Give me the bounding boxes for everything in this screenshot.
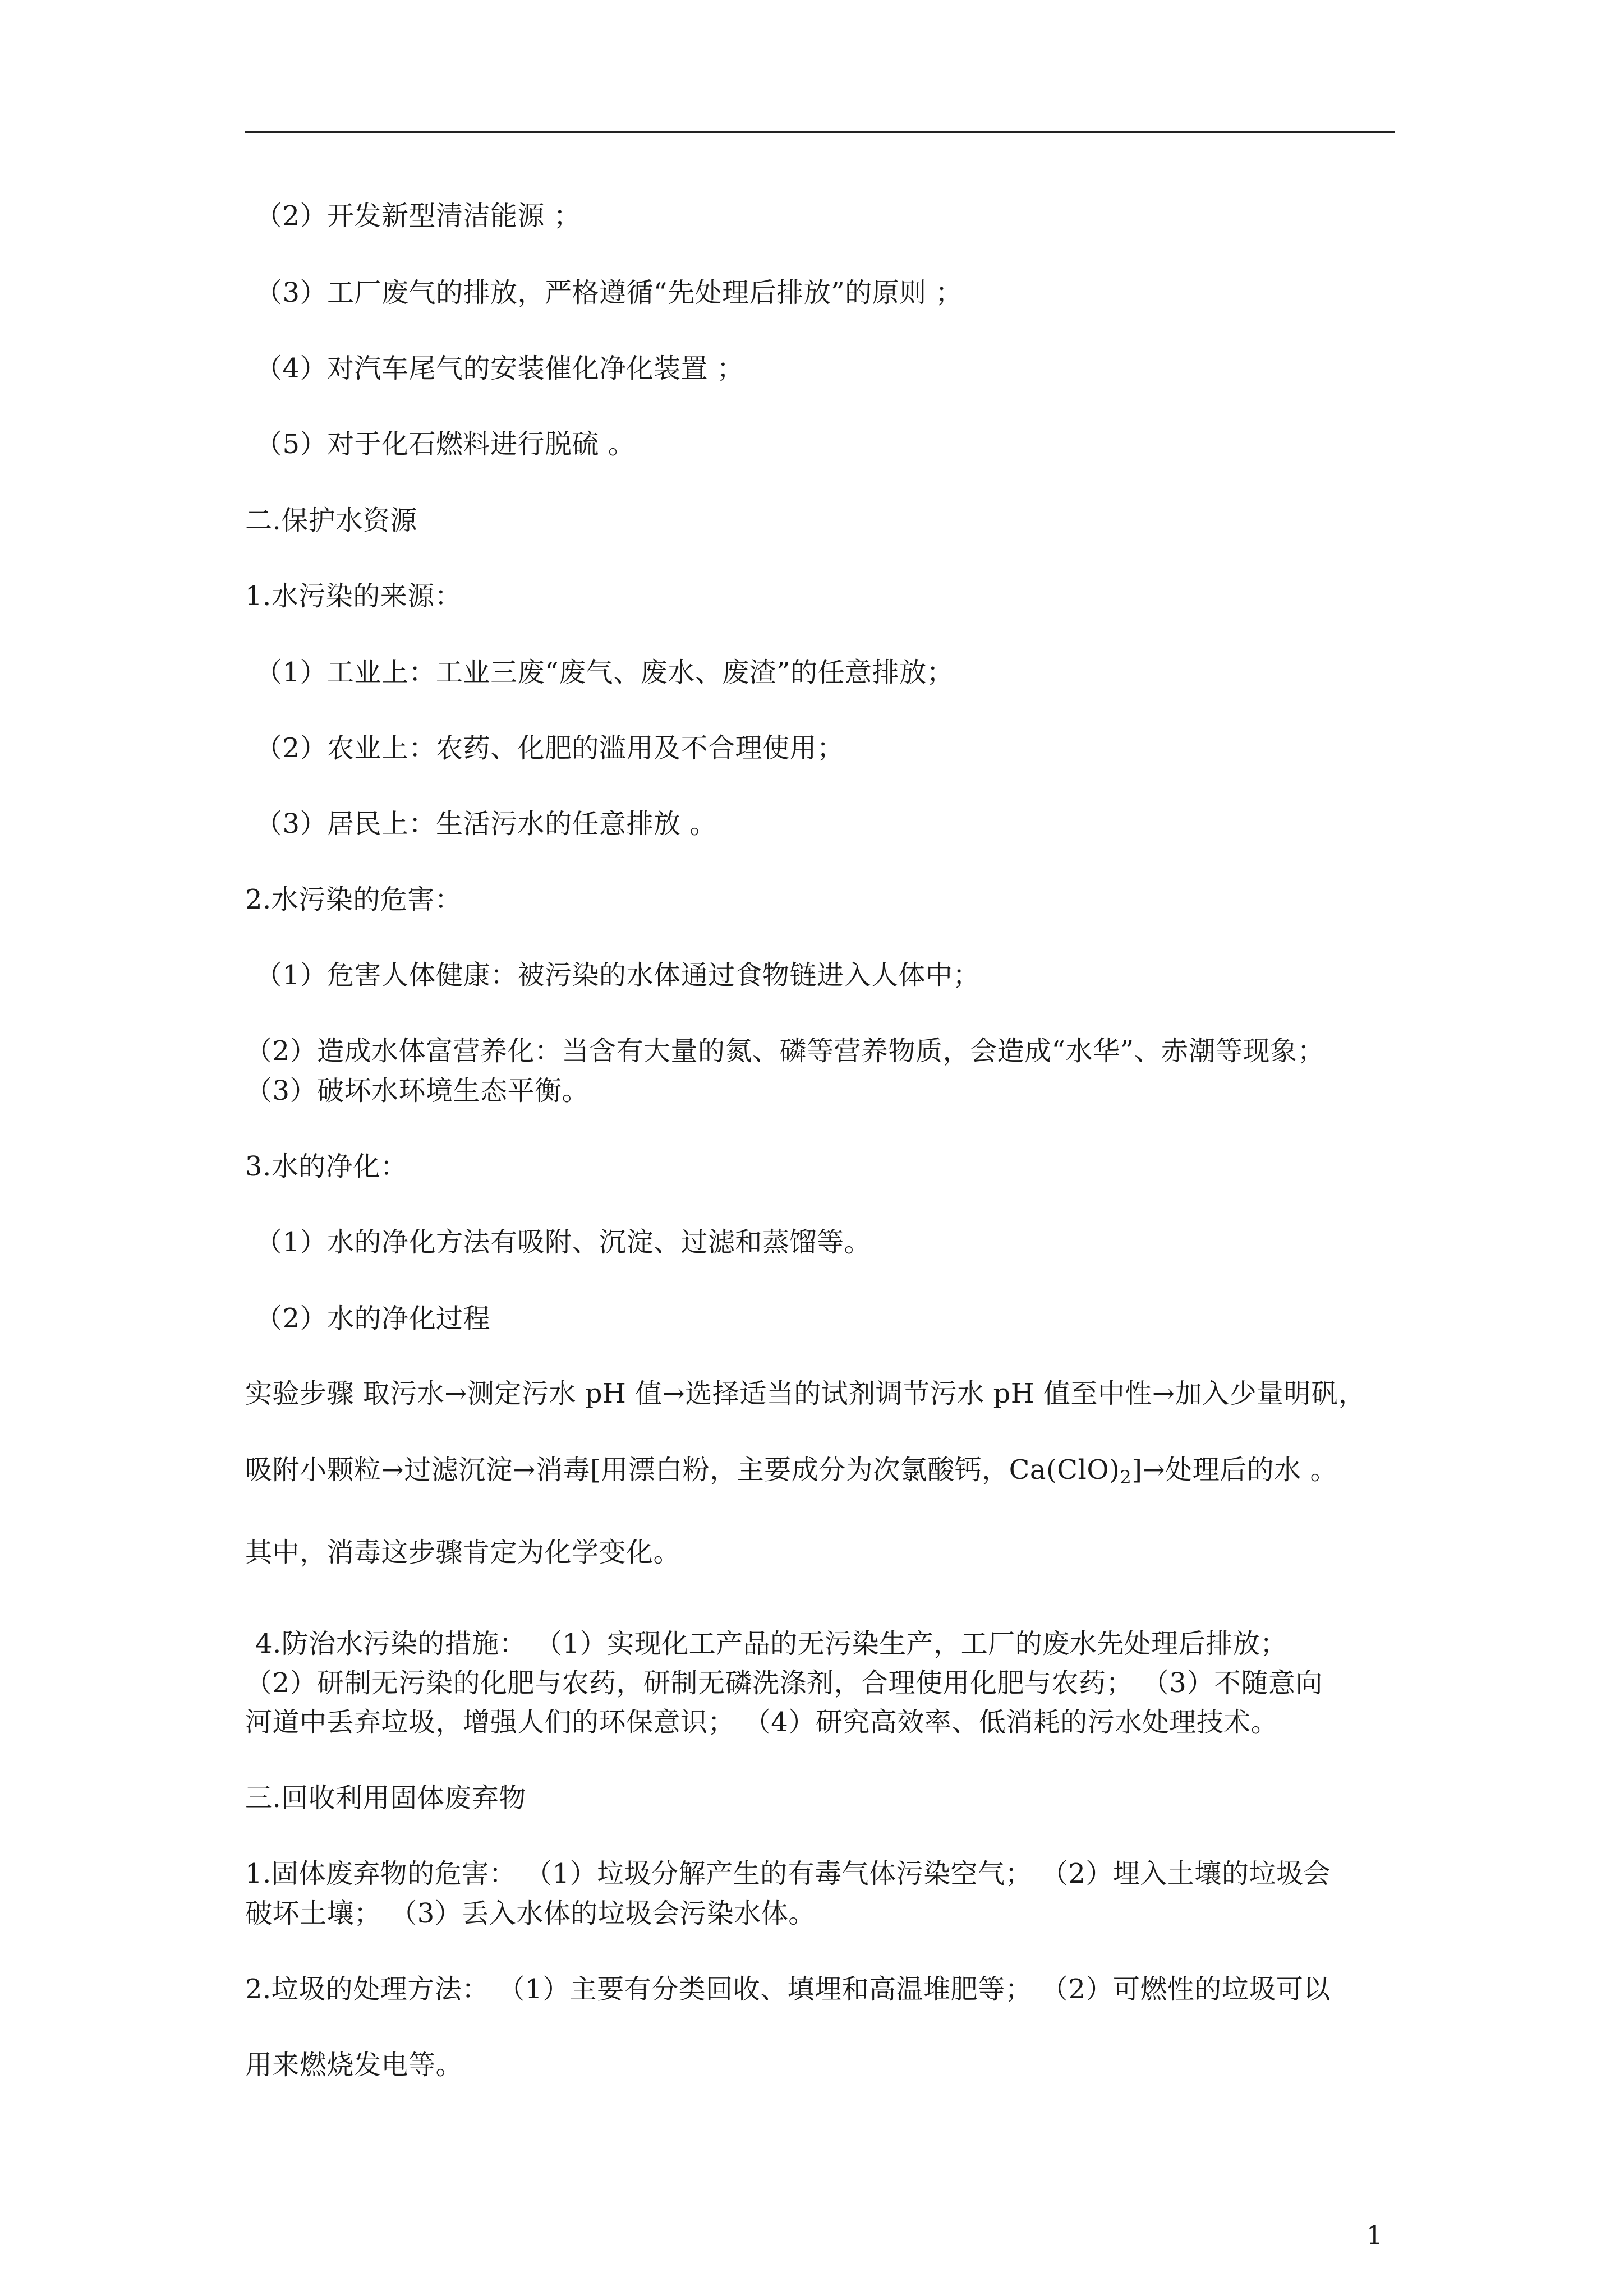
- text-run: ]→处理后的水 。: [1131, 1454, 1337, 1486]
- paragraph: （4）对汽车尾气的安装催化净化装置 ；: [255, 353, 744, 384]
- subsection-heading: 3.水的净化：: [245, 1151, 408, 1182]
- paragraph: （3）居民上：生活污水的任意排放 。: [255, 808, 717, 840]
- section-heading: 二.保护水资源: [245, 505, 417, 536]
- paragraph: （3）破坏水环境生态平衡。: [245, 1075, 590, 1106]
- header-rule: [245, 131, 1395, 133]
- paragraph: 4.防治水污染的措施： （1）实现化工产品的无污染生产，工厂的废水先处理后排放；: [255, 1628, 1287, 1659]
- page-number: 1: [1366, 2220, 1383, 2250]
- paragraph: 河道中丢弃垃圾，增强人们的环保意识； （4）研究高效率、低消耗的污水处理技术。: [245, 1707, 1278, 1738]
- paragraph: （2）开发新型清洁能源 ；: [255, 200, 581, 232]
- paragraph: 用来燃烧发电等。: [245, 2049, 463, 2081]
- paragraph: 破坏土壤； （3）丢入水体的垃圾会污染水体。: [245, 1898, 816, 1929]
- paragraph: 实验步骤 取污水→测定污水 pH 值→选择适当的试剂调节污水 pH 值至中性→加入少量明矾，: [245, 1378, 1366, 1409]
- paragraph: （2）研制无污染的化肥与农药，研制无磷洗涤剂，合理使用化肥与农药； （3）不随意向: [245, 1667, 1323, 1699]
- paragraph: （1）工业上：工业三废“废气、废水、废渣”的任意排放；: [255, 657, 954, 688]
- subscript: 2: [1120, 1467, 1132, 1488]
- section-heading: 三.回收利用固体废弃物: [245, 1782, 526, 1814]
- subsection-heading: 2.水污染的危害：: [245, 884, 462, 915]
- paragraph: （2）农业上：农药、化肥的滥用及不合理使用；: [255, 732, 844, 764]
- paragraph: （1）危害人体健康：被污染的水体通过食物链进入人体中；: [255, 960, 981, 991]
- paragraph: （2）造成水体富营养化：当含有大量的氮、磷等营养物质，会造成“水华”、赤潮等现象；: [245, 1035, 1325, 1067]
- text-run: 吸附小颗粒→过滤沉淀→消毒[用漂白粉，主要成分为次氯酸钙，Ca(ClO): [245, 1454, 1120, 1486]
- paragraph: [245, 1450, 1337, 1490]
- paragraph: （2）水的净化过程: [255, 1303, 491, 1334]
- paragraph: 2.垃圾的处理方法： （1）主要有分类回收、填埋和高温堆肥等； （2）可燃性的垃圾可以: [245, 1974, 1331, 2005]
- paragraph: 1.固体废弃物的危害： （1）垃圾分解产生的有毒气体污染空气； （2）埋入土壤的垃圾会: [245, 1858, 1331, 1889]
- subsection-heading: 1.水污染的来源：: [245, 580, 462, 612]
- paragraph: （1）水的净化方法有吸附、沉淀、过滤和蒸馏等。: [255, 1227, 872, 1258]
- paragraph: （3）工厂废气的排放，严格遵循“先处理后排放”的原则 ；: [255, 277, 963, 308]
- paragraph: （5）对于化石燃料进行脱硫 。: [255, 428, 636, 460]
- paragraph: 其中，消毒这步骤肯定为化学变化。: [245, 1537, 681, 1568]
